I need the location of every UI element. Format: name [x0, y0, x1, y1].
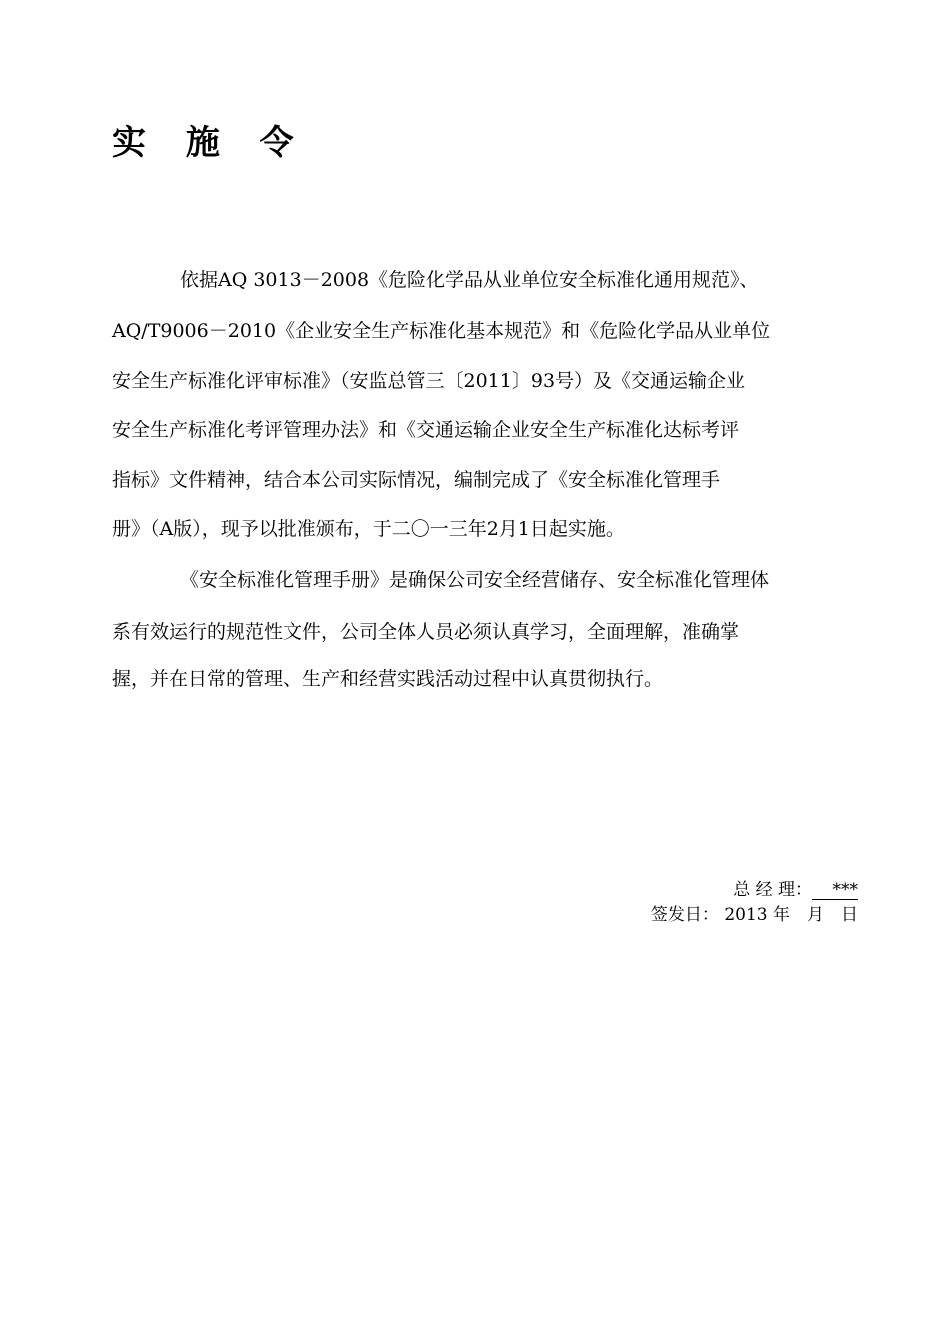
issue-date-value: 2013 年 月 日: [724, 905, 858, 925]
paragraph-line: 握，并在日常的管理、生产和经营实践活动过程中认真贯彻执行。: [112, 668, 664, 690]
manager-signature-line: [733, 878, 858, 902]
manager-name: ***: [812, 881, 858, 900]
paragraph-line: 安全生产标准化考评管理办法》和《交通运输企业安全生产标准化达标考评: [112, 419, 740, 441]
paragraph-line: 《安全标准化管理手册》是确保公司安全经营储存、安全标准化管理体: [180, 569, 770, 591]
issue-date-line: [651, 903, 858, 927]
paragraph-line: AQ/T9006－2010《企业安全生产标准化基本规范》和《危险化学品从业单位: [112, 320, 771, 342]
paragraph-line: 依据AQ 3013－2008《危险化学品从业单位安全标准化通用规范》、: [180, 269, 759, 291]
paragraph-line: 册》（A版），现予以批准颁布，于二〇一三年2月1日起实施。: [112, 518, 625, 540]
page-title: 实 施 令: [112, 123, 308, 163]
issue-date-label: 签发日：: [650, 905, 719, 925]
paragraph-line: 系有效运行的规范性文件，公司全体人员必须认真学习，全面理解，准确掌: [112, 621, 740, 643]
paragraph-line: 安全生产标准化评审标准》（安监总管三〔2011〕93号）及《交通运输企业: [112, 370, 746, 392]
manager-label: 总 经 理：: [733, 880, 812, 900]
paragraph-line: 指标》文件精神，结合本公司实际情况，编制完成了《安全标准化管理手: [112, 469, 721, 491]
